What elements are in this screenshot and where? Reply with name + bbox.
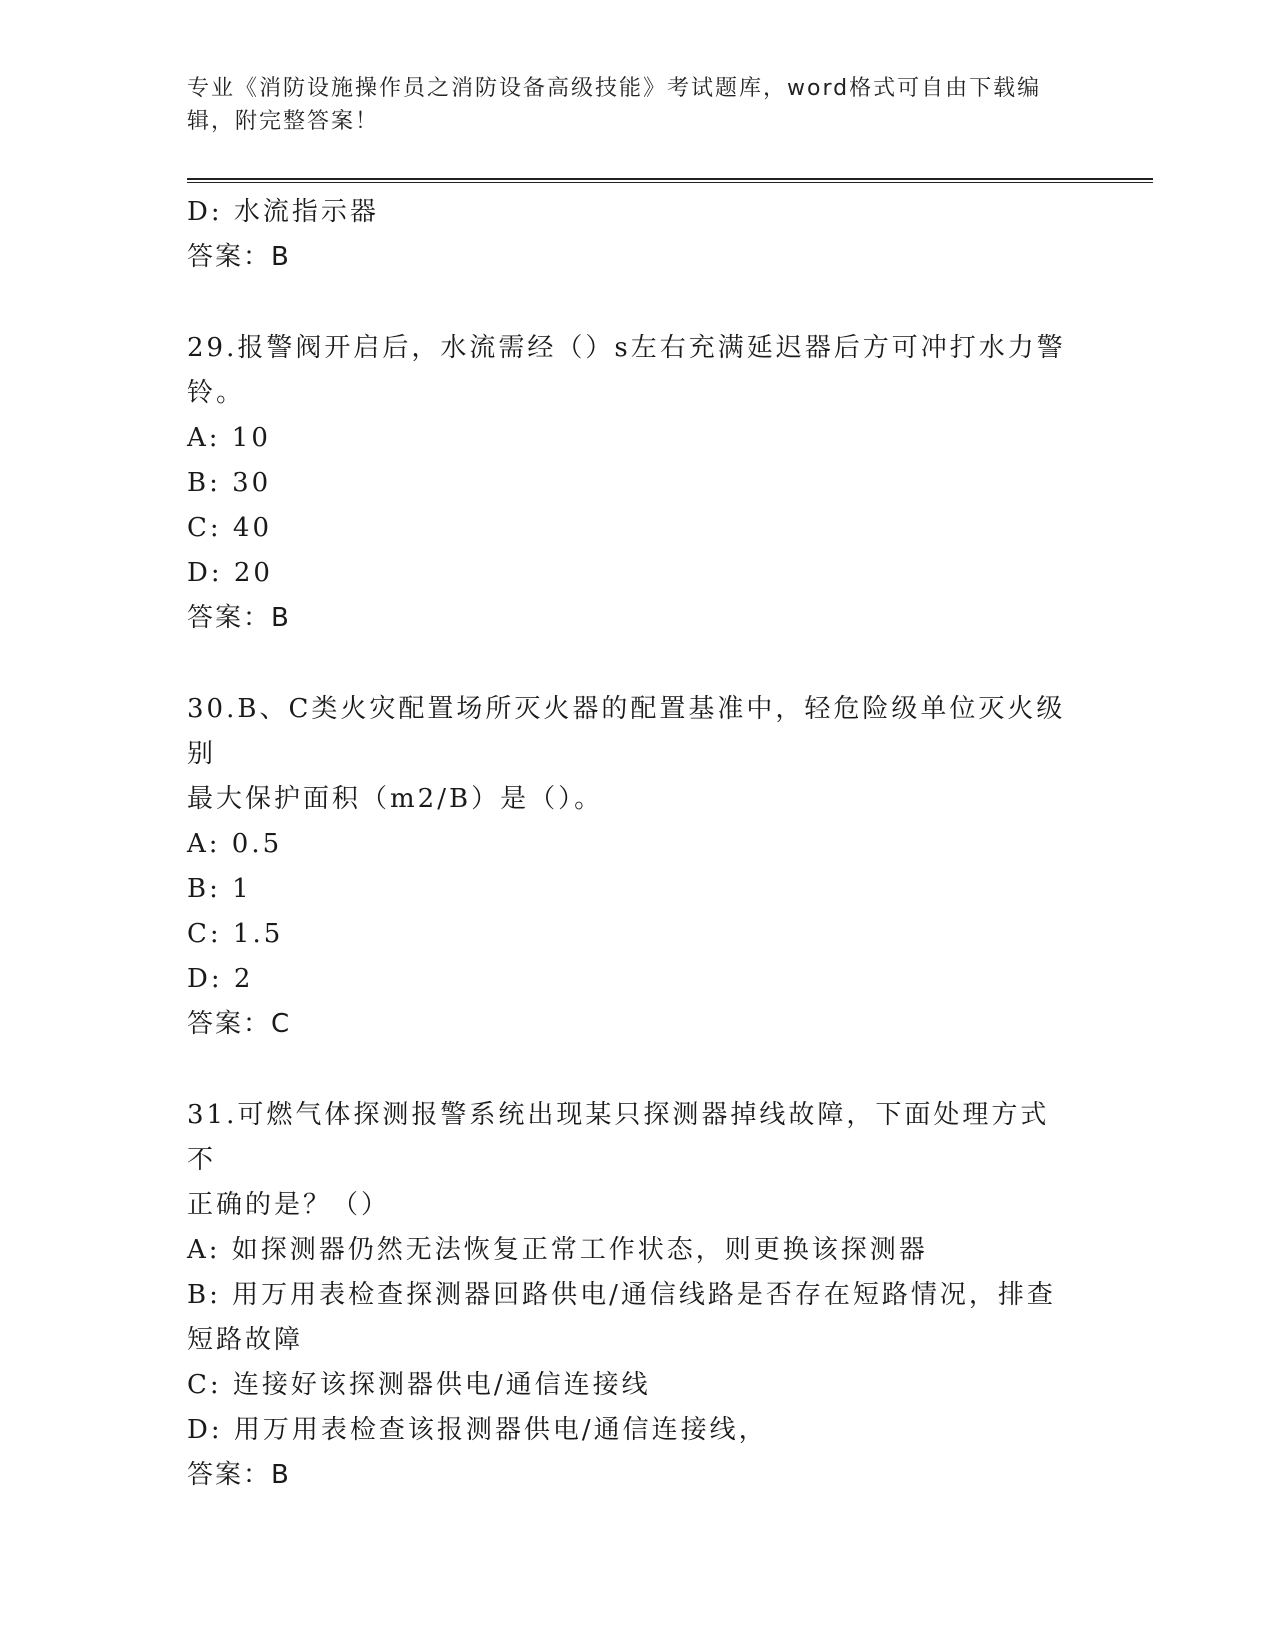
answer: 答案：B (187, 603, 291, 633)
answer: 答案：C (187, 1009, 292, 1039)
option-b: B: 1 (187, 874, 252, 904)
spacer (187, 1047, 1087, 1093)
option-c: C: 40 (187, 513, 273, 543)
content (187, 190, 1087, 1498)
option-a: A: 10 (187, 423, 271, 453)
question-stem: 29.报警阀开启后，水流需经（）s左右充满延迟器后方可冲打水力警 铃。 (187, 333, 1066, 408)
header-rule (187, 178, 1153, 180)
header-text: 专业《消防设施操作员之消防设备高级技能》考试题库，word格式可自由下载编辑，附完整答案！ (187, 76, 1042, 134)
spacer (187, 280, 1087, 326)
question-stem: 31.可燃气体探测报警系统出现某只探测器掉线故障，下面处理方式不 正确的是？（） (187, 1100, 1050, 1220)
option-d: D: 20 (187, 558, 273, 588)
option-b: B: 用万用表检查探测器回路供电/通信线路是否存在短路情况，排查 短路故障 (187, 1280, 1056, 1355)
option-c: C: 1.5 (187, 919, 284, 949)
option-a: A: 0.5 (187, 829, 283, 859)
option-d: D: 用万用表检查该报测器供电/通信连接线， (187, 1415, 768, 1445)
option-d: D: 2 (187, 964, 254, 994)
option-d: D: 水流指示器 (187, 197, 379, 227)
option-c: C: 连接好该探测器供电/通信连接线 (187, 1370, 651, 1400)
answer: 答案：B (187, 242, 291, 272)
option-b: B: 30 (187, 468, 272, 498)
question-stem: 30.B、C类火灾配置场所灭火器的配置基准中，轻危险级单位灭火级别 最大保护面积（m2/B）是（）。 (187, 694, 1066, 814)
spacer (187, 641, 1087, 687)
option-a: A: 如探测器仍然无法恢复正常工作状态，则更换该探测器 (187, 1235, 928, 1265)
answer: 答案：B (187, 1460, 291, 1490)
header-rule-thin (187, 182, 1153, 183)
